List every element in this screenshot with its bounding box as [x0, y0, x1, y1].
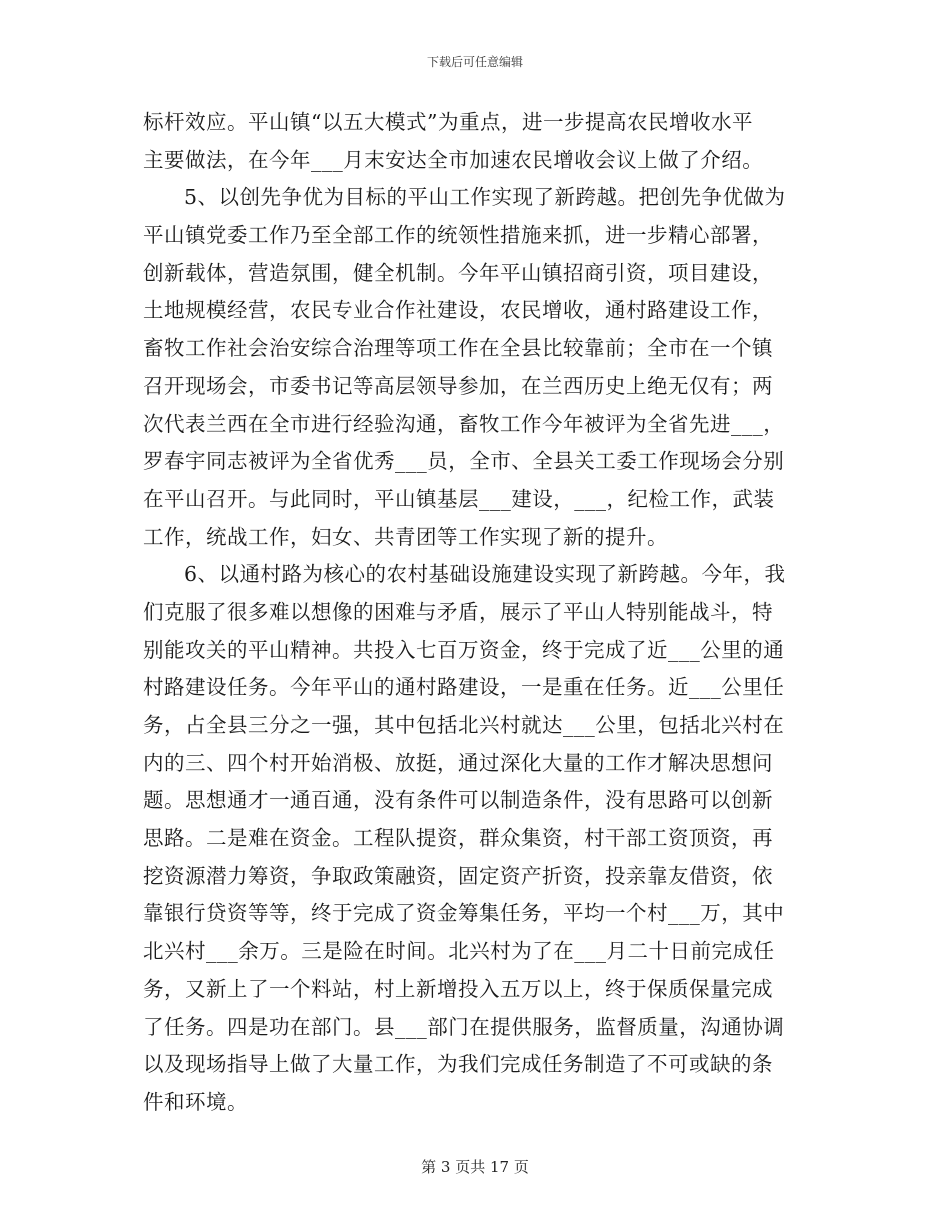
text-line: 主要做法，在今年___月末安达全市加速农民增收会议上做了介绍。 — [143, 147, 764, 172]
text-line: 件和环境。 — [143, 1089, 248, 1114]
text-line: 们克服了很多难以想像的困难与矛盾，展示了平山人特别能战斗，特 — [143, 599, 773, 624]
text-line: 挖资源潜力筹资，争取政策融资，固定资产折资，投亲靠友借资，依 — [143, 863, 773, 888]
text-line: 靠银行贷资等等，终于完成了资金筹集任务，平均一个村___万，其中 — [143, 901, 785, 926]
paragraph-first-line: 5、以创先争优为目标的平山工作实现了新跨越。把创先争优做为 — [184, 185, 786, 210]
text-line: 村路建设任务。今年平山的通村路建设，一是重在任务。近___公里任 — [143, 675, 785, 700]
text-line: 内的三、四个村开始消极、放挺，通过深化大量的工作才解决思想问 — [143, 750, 773, 775]
text-line: 以及现场指导上做了大量工作，为我们完成任务制造了不可或缺的条 — [143, 1052, 773, 1077]
text-line: 次代表兰西在全市进行经验沟通，畜牧工作今年被评为全省先进___， — [143, 411, 785, 436]
text-line: 土地规模经营，农民专业合作社建设，农民增收，通村路建设工作， — [143, 298, 773, 323]
text-line: 务，又新上了一个料站，村上新增投入五万以上，终于保质保量完成 — [143, 976, 773, 1001]
document-body — [143, 104, 808, 1122]
text-line: 平山镇党委工作乃至全部工作的统领性措施来抓，进一步精心部署， — [143, 223, 773, 248]
text-line: 务，占全县三分之一强，其中包括北兴村就达___公里，包括北兴村在 — [143, 713, 785, 737]
text-line: 了任务。四是功在部门。县___部门在提供服务，监督质量，沟通协调 — [143, 1014, 785, 1039]
page-header: 下载后可任意编辑 — [426, 55, 523, 69]
text-line: 畜牧工作社会治安综合治理等项工作在全县比较靠前；全市在一个镇 — [143, 336, 773, 361]
text-line: 题。思想通才一通百通，没有条件可以制造条件，没有思路可以创新 — [143, 788, 773, 813]
text-line: 创新载体，营造氛围，健全机制。今年平山镇招商引资，项目建设， — [143, 260, 773, 285]
text-line: 在平山召开。与此同时，平山镇基层___建设，___，纪检工作，武装 — [143, 486, 775, 511]
text-line: 工作，统战工作，妇女、共青团等工作实现了新的提升。 — [143, 524, 668, 549]
text-line: 召开现场会，市委书记等高层领导参加，在兰西历史上绝无仅有；两 — [143, 373, 773, 398]
text-line: 北兴村___余万。三是险在时间。北兴村为了在___月二十日前完成任 — [143, 939, 775, 964]
text-line: 标杆效应。平山镇“以五大模式”为重点，进一步提高农民增收水平 — [143, 110, 753, 134]
paragraph-first-line: 6、以通村路为核心的农村基础设施建设实现了新跨越。今年，我 — [184, 562, 786, 587]
text-line: 别能攻关的平山精神。共投入七百万资金，终于完成了近___公里的通 — [143, 637, 785, 662]
text-line: 罗春宇同志被评为全省优秀___员，全市、全县关工委工作现场会分别 — [143, 449, 785, 474]
page-footer: 第 3 页共 17 页 — [421, 1158, 529, 1176]
text-line: 思路。二是难在资金。工程队提资，群众集资，村干部工资顶资，再 — [143, 826, 773, 851]
